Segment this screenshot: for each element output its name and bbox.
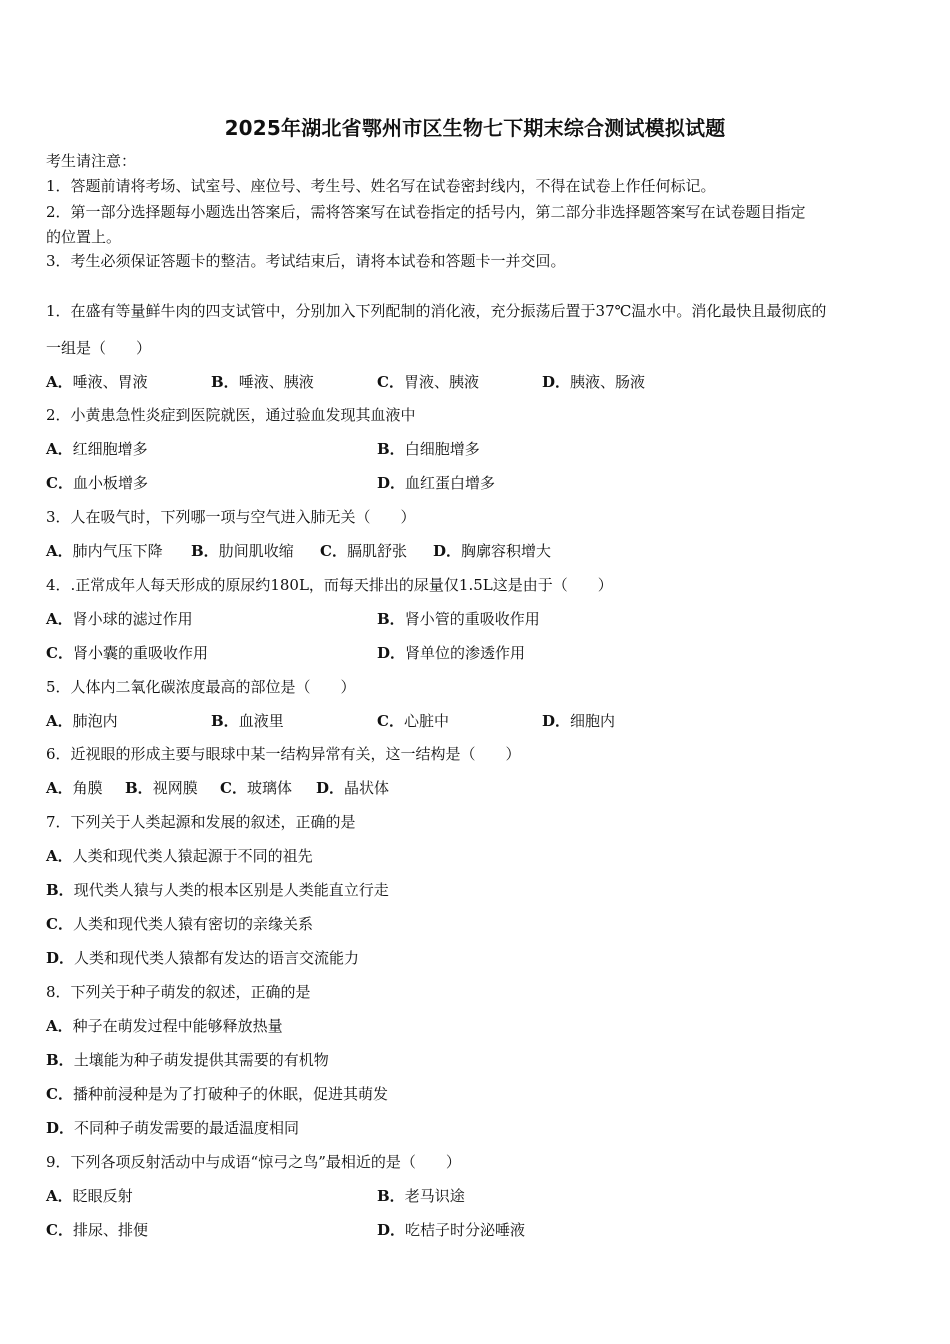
option-a: A．唾液、胃液	[46, 373, 148, 391]
option-b: B．肾小管的重吸收作用	[377, 610, 540, 628]
option-a: A．种子在萌发过程中能够释放热量	[46, 1017, 283, 1035]
question-8-stem: 8．下列关于种子萌发的叙述，正确的是	[46, 983, 311, 1001]
option-c: C．玻璃体	[220, 779, 292, 797]
option-b: B．肋间肌收缩	[191, 542, 294, 560]
option-b: B．唾液、胰液	[211, 373, 314, 391]
option-a: A．眨眼反射	[46, 1187, 133, 1205]
option-d: D．胸廓容积增大	[433, 542, 552, 560]
option-b: B．老马识途	[377, 1187, 465, 1205]
option-a: A．人类和现代类人猿起源于不同的祖先	[46, 847, 313, 865]
option-c: C．膈肌舒张	[320, 542, 407, 560]
question-3-stem: 3．人在吸气时，下列哪一项与空气进入肺无关（ ）	[46, 508, 416, 526]
option-b: B．视网膜	[125, 779, 198, 797]
option-c: C．播种前浸种是为了打破种子的休眠，促进其萌发	[46, 1085, 388, 1103]
option-b: B．现代类人猿与人类的根本区别是人类能直立行走	[46, 881, 389, 899]
option-c: C．排尿、排便	[46, 1221, 148, 1239]
option-a: A．肺内气压下降	[46, 542, 163, 560]
option-b: B．血液里	[211, 712, 284, 730]
question-2-stem: 2．小黄患急性炎症到医院就医，通过验血发现其血液中	[46, 406, 416, 424]
notice-heading: 考生请注意：	[46, 152, 137, 170]
notice-item: 的位置上。	[46, 228, 122, 246]
question-6-stem: 6．近视眼的形成主要与眼球中某一结构异常有关，这一结构是（ ）	[46, 745, 521, 763]
question-4-stem: 4．.正常成年人每天形成的原尿约180L，而每天排出的尿量仅1.5L这是由于（ ）	[46, 576, 613, 594]
option-a: A．肺泡内	[46, 712, 118, 730]
option-d: D．人类和现代类人猿都有发达的语言交流能力	[46, 949, 360, 967]
option-c: C．人类和现代类人猿有密切的亲缘关系	[46, 915, 313, 933]
question-1-stem-cont: 一组是（ ）	[46, 339, 152, 357]
option-b: B．白细胞增多	[377, 440, 480, 458]
notice-item: 3．考生必须保证答题卡的整洁。考试结束后，请将本试卷和答题卡一并交回。	[46, 252, 566, 270]
option-a: A．红细胞增多	[46, 440, 148, 458]
option-c: C．肾小囊的重吸收作用	[46, 644, 208, 662]
option-d: D．晶状体	[316, 779, 390, 797]
option-d: D．血红蛋白增多	[377, 474, 496, 492]
option-d: D．细胞内	[542, 712, 616, 730]
option-a: A．肾小球的滤过作用	[46, 610, 193, 628]
notice-item: 2．第一部分选择题每小题选出答案后，需将答案写在试卷指定的括号内，第二部分非选择题答案写在试卷题目指定	[46, 203, 806, 221]
page-title: 2025年湖北省鄂州市区生物七下期末综合测试模拟试题	[224, 116, 726, 140]
option-d: D．胰液、肠液	[542, 373, 646, 391]
option-b: B．土壤能为种子萌发提供其需要的有机物	[46, 1051, 329, 1069]
question-5-stem: 5．人体内二氧化碳浓度最高的部位是（ ）	[46, 678, 356, 696]
question-7-stem: 7．下列关于人类起源和发展的叙述，正确的是	[46, 813, 356, 831]
option-c: C．心脏中	[377, 712, 449, 730]
option-d: D．肾单位的渗透作用	[377, 644, 526, 662]
question-1-stem: 1．在盛有等量鲜牛肉的四支试管中，分别加入下列配制的消化液，充分振荡后置于37℃温水中。消化最快且最彻底的	[46, 302, 827, 320]
notice-item: 1．答题前请将考场、试室号、座位号、考生号、姓名写在试卷密封线内，不得在试卷上作任何标记。	[46, 177, 716, 195]
option-d: D．不同种子萌发需要的最适温度相同	[46, 1119, 300, 1137]
option-c: C．血小板增多	[46, 474, 148, 492]
option-a: A．角膜	[46, 779, 103, 797]
question-9-stem: 9．下列各项反射活动中与成语“惊弓之鸟”最相近的是（ ）	[46, 1153, 461, 1171]
option-d: D．吃桔子时分泌唾液	[377, 1221, 526, 1239]
option-c: C．胃液、胰液	[377, 373, 479, 391]
